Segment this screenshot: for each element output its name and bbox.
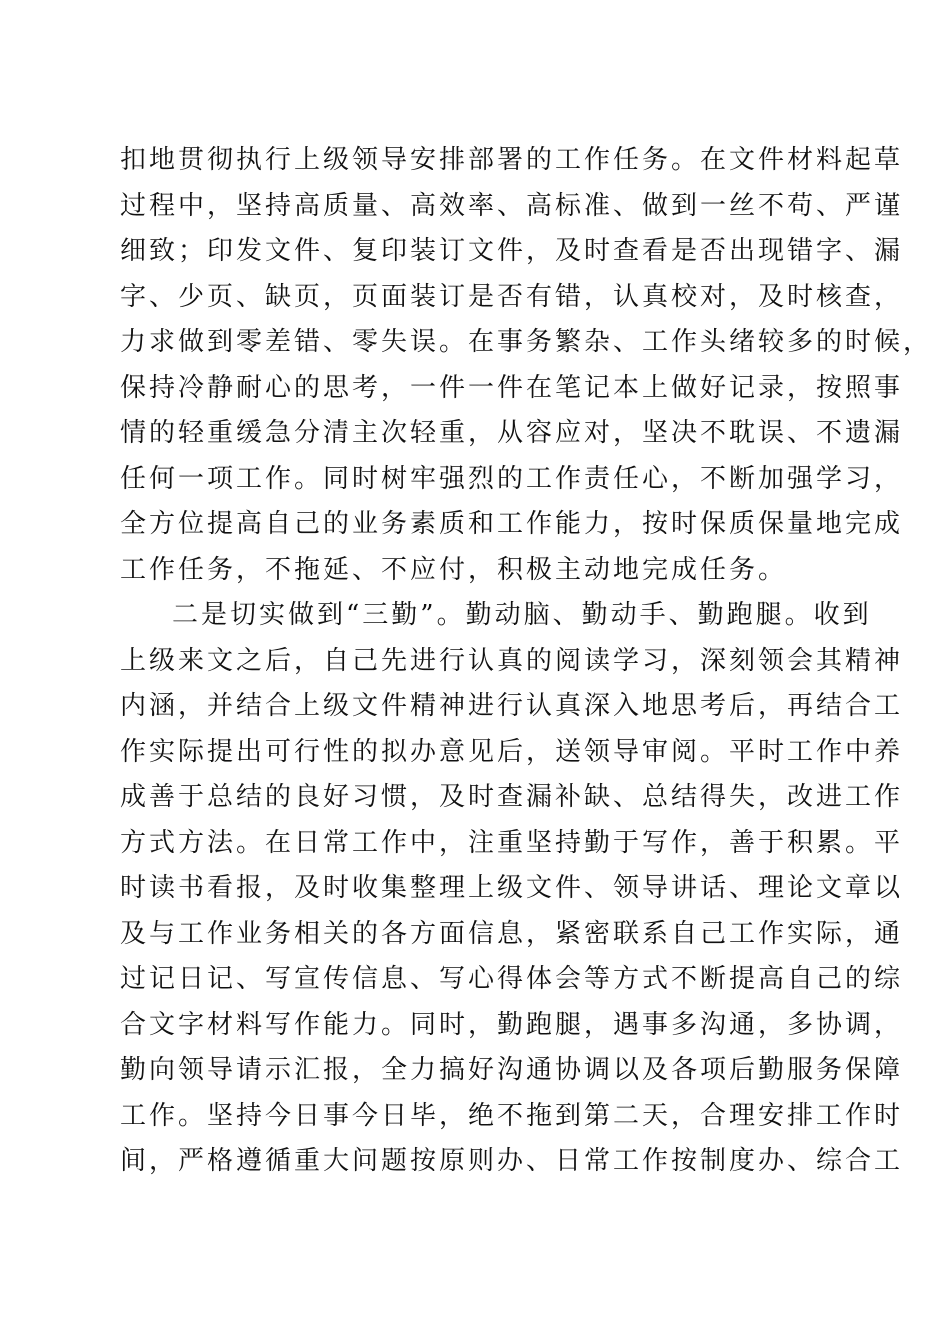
paragraph-heading-line: 二是切实做到“三勤”。勤动脑、勤动手、勤跑腿。收到 <box>172 600 872 630</box>
text-line: 扣地贯彻执行上级领导安排部署的工作任务。在文件材料起草 <box>120 145 904 175</box>
text-line: 过程中，坚持高质量、高效率、高标准、做到一丝不苟、严谨 <box>120 190 904 221</box>
text-line: 合文字材料写作能力。同时，勤跑腿，遇事多沟通，多协调， <box>120 1009 904 1040</box>
text-line: 间，严格遵循重大问题按原则办、日常工作按制度办、综合工 <box>120 1146 904 1176</box>
text-line: 保持冷静耐心的思考，一件一件在笔记本上做好记录，按照事 <box>120 372 904 403</box>
text-line: 工作任务，不拖延、不应付，积极主动地完成任务。 <box>120 554 788 585</box>
text-line: 时读书看报，及时收集整理上级文件、领导讲话、理论文章以 <box>120 873 904 903</box>
text-line: 勤向领导请示汇报，全力搞好沟通协调以及各项后勤服务保障 <box>120 1055 904 1085</box>
text-line: 力求做到零差错、零失误。在事务繁杂、工作头绪较多的时候， <box>120 327 933 357</box>
text-line: 内涵，并结合上级文件精神进行认真深入地思考后，再结合工 <box>120 691 904 721</box>
text-line: 字、少页、缺页，页面装订是否有错，认真校对，及时核查， <box>120 281 904 312</box>
text-line: 及与工作业务相关的各方面信息，紧密联系自己工作实际，通 <box>120 918 904 949</box>
text-line: 全方位提高自己的业务素质和工作能力，按时保质保量地完成 <box>120 509 904 539</box>
text-line: 上级来文之后，自己先进行认真的阅读学习，深刻领会其精神 <box>120 645 904 676</box>
text-line: 成善于总结的良好习惯，及时查漏补缺、总结得失，改进工作 <box>120 782 904 812</box>
text-line: 方式方法。在日常工作中，注重坚持勤于写作，善于积累。平 <box>120 827 904 858</box>
text-line: 作实际提出可行性的拟办意见后，送领导审阅。平时工作中养 <box>120 736 904 767</box>
text-line: 情的轻重缓急分清主次轻重，从容应对，坚决不耽误、不遗漏 <box>120 418 904 448</box>
body-text <box>120 138 933 1185</box>
text-line: 细致；印发文件、复印装订文件，及时查看是否出现错字、漏 <box>120 236 904 266</box>
text-line: 工作。坚持今日事今日毕，绝不拖到第二天，合理安排工作时 <box>120 1100 904 1131</box>
text-line: 任何一项工作。同时树牢强烈的工作责任心，不断加强学习， <box>120 463 904 494</box>
text-line: 过记日记、写宣传信息、写心得体会等方式不断提高自己的综 <box>120 964 904 994</box>
